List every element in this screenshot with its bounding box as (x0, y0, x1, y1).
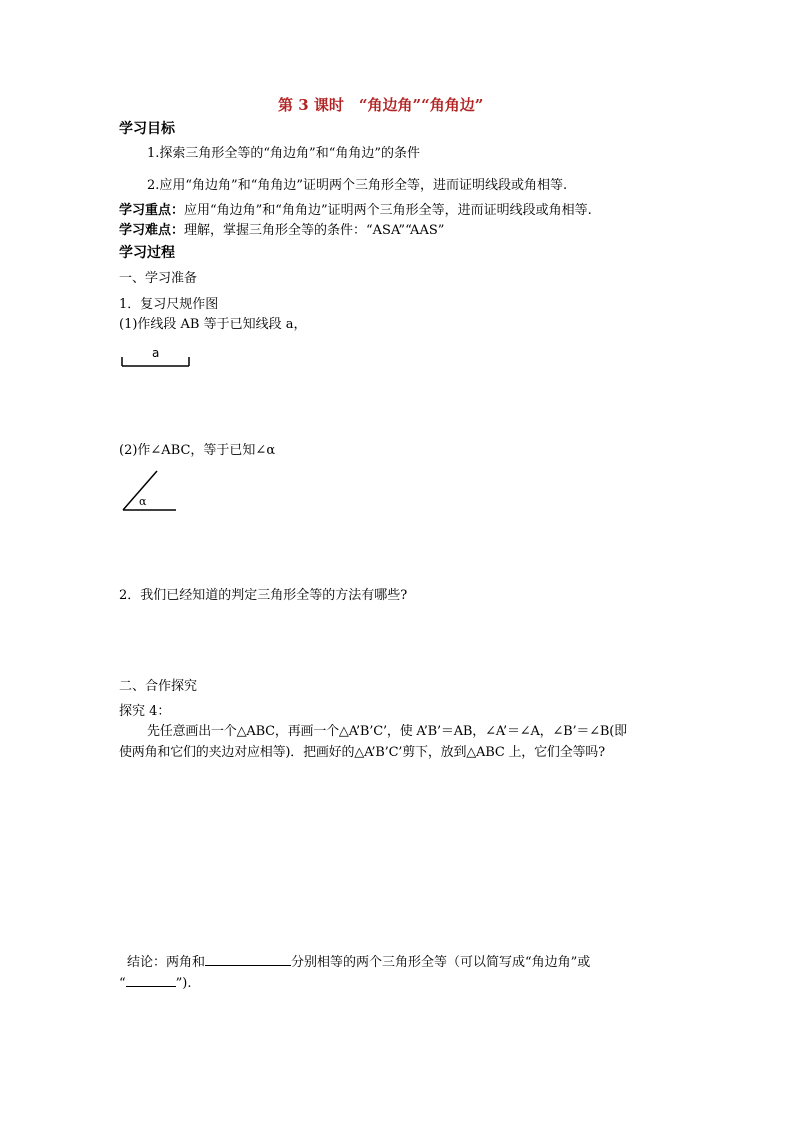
conclusion-prefix: 结论：两角和 (127, 955, 206, 970)
conclusion-line-2 (119, 974, 192, 990)
question-1-2: (2)作∠ABC，等于已知∠α (119, 443, 276, 458)
conclusion-blank-1[interactable] (205, 953, 291, 966)
question-1-1: (1)作线段 AB 等于已知线段 a， (119, 317, 307, 332)
key-points-label: 学习重点： (119, 203, 185, 218)
question-2: 2．我们已经知道的判定三角形全等的方法有哪些? (119, 588, 408, 603)
difficulty (119, 224, 444, 237)
explore-line-2: 使两角和它们的夹边对应相等)．把画好的△A’B’C’剪下，放到△ABC 上，它们全等吗? (119, 745, 605, 760)
question-1: 1．复习尺规作图 (119, 297, 219, 312)
section1-heading: 一、学习准备 (119, 271, 198, 286)
objectives-heading: 学习目标 (119, 121, 175, 137)
conclusion-open-quote: “ (119, 976, 126, 991)
key-points (119, 204, 592, 217)
explore-line-1: 先任意画出一个△ABC，再画一个△A’B’C’，使 A’B’＝AB，∠A’＝∠A，∠B’＝∠B(即 (147, 724, 627, 739)
segment-label: a (152, 346, 160, 360)
segment-figure (119, 355, 194, 369)
process-heading: 学习过程 (119, 245, 175, 261)
objective-item-2: 2.应用“角边角”和“角角边”证明两个三角形全等，进而证明线段或角相等. (147, 178, 568, 193)
page-title: 第 3 课时 “角边角”“角角边” (278, 96, 484, 114)
conclusion-line-1 (127, 953, 590, 969)
angle-label: α (139, 495, 147, 508)
difficulty-label: 学习难点： (119, 223, 185, 238)
difficulty-text: 理解，掌握三角形全等的条件：“ASA”“AAS” (184, 223, 445, 238)
objective-item-1: 1.探索三角形全等的“角边角”和“角角边”的条件 (147, 146, 420, 161)
key-points-text: 应用“角边角”和“角角边”证明两个三角形全等，进而证明线段或角相等. (184, 203, 592, 218)
conclusion-middle: 分别相等的两个三角形全等（可以简写成“角边角”或 (291, 955, 591, 970)
conclusion-close: ”). (175, 976, 192, 991)
explore-label: 探究 4： (119, 704, 171, 719)
angle-figure (119, 466, 181, 516)
conclusion-blank-2[interactable] (126, 974, 176, 987)
section2-heading: 二、合作探究 (119, 679, 198, 694)
